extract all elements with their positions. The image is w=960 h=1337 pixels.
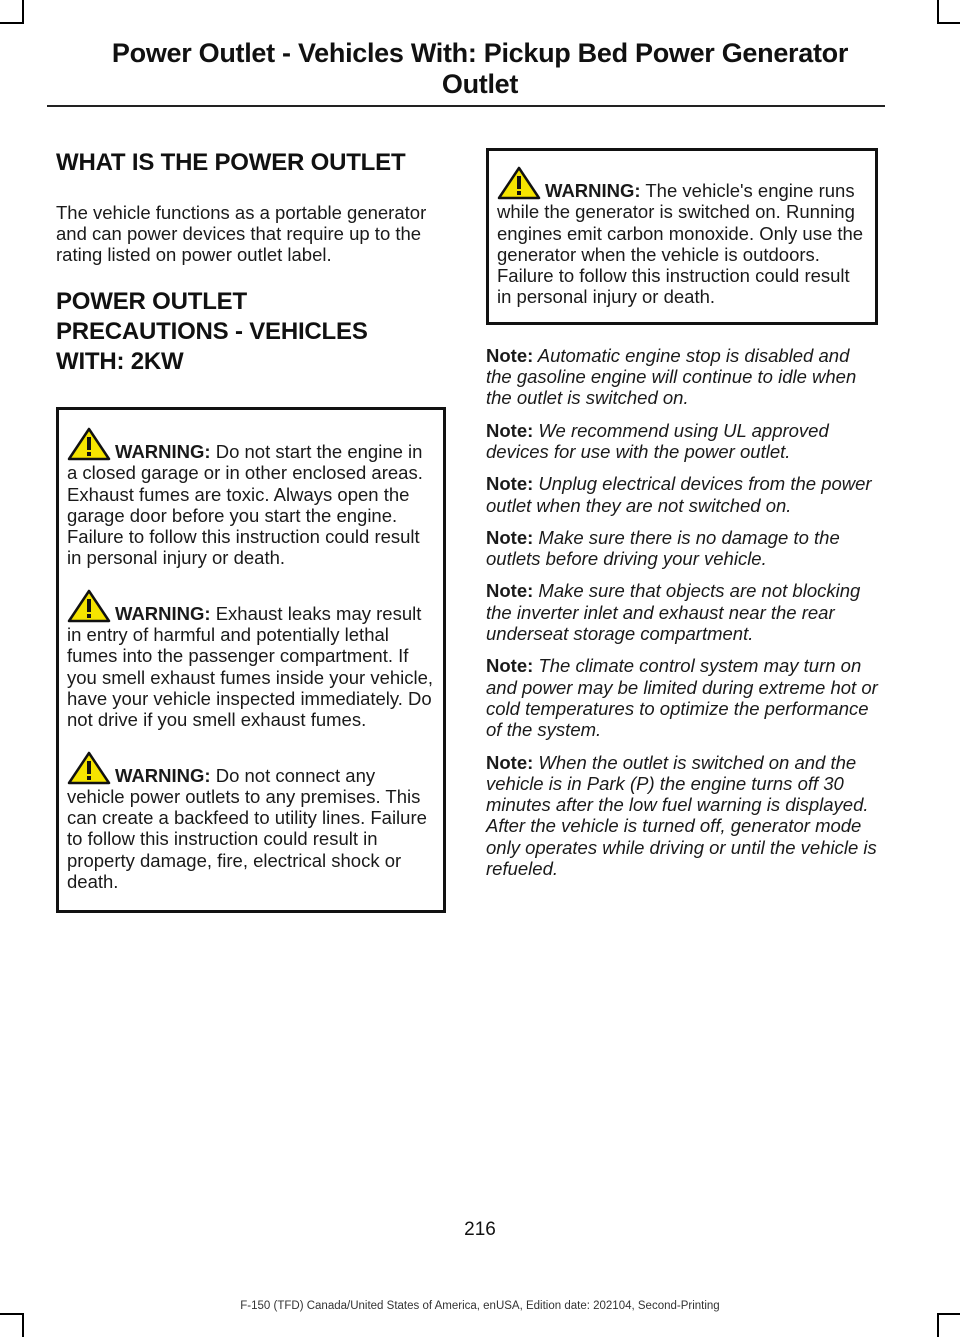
note-label: Note: (486, 655, 534, 677)
note-item (486, 580, 878, 644)
note-text: Automatic engine stop is disabled and the gasoline engine will continue to idle when the outlet is switched on. (486, 344, 857, 409)
warning-box (486, 148, 878, 325)
left-column (56, 148, 446, 913)
page-footer: F-150 (TFD) Canada/United States of America, enUSA, Edition date: 202104, Second-Printing (240, 1300, 720, 1312)
header-title-line2: Outlet (441, 69, 519, 99)
warning-text: Do not connect any vehicle power outlets to any premises. This can create a backfeed to utility lines. Failure to follow this instruction could result in property damage, fire, electrical shock or death. (67, 764, 427, 893)
note-text: Make sure there is no damage to the outlets before driving your vehicle. (486, 526, 840, 570)
note-label: Note: (486, 580, 534, 602)
crop-mark (22, 1313, 24, 1337)
warning-triangle-icon (497, 166, 541, 200)
note-text: When the outlet is switched on and the vehicle is in Park (P) the engine turns off 30 minutes after the low fuel warning is displayed. After the vehicle is turned off, generator mode only operates while driving or until the vehicle is refueled. (486, 751, 877, 880)
note-item (486, 752, 878, 880)
heading-line: PRECAUTIONS - VEHICLES (56, 318, 368, 345)
page-header (40, 38, 920, 100)
warning-triangle-icon (67, 427, 111, 461)
warning-triangle-icon (67, 589, 111, 623)
note-label: Note: (486, 751, 534, 773)
warning-label: WARNING: (115, 441, 211, 462)
note-label: Note: (486, 344, 534, 366)
warning-text: Do not start the engine in a closed garage or in other enclosed areas. Exhaust fumes are toxic. Always open the garage door before you start the engine. Failure to follow this instruction could result in personal injury or death. (67, 441, 423, 569)
note-label: Note: (486, 526, 534, 548)
heading-line: POWER OUTLET (56, 288, 247, 315)
crop-mark (937, 22, 960, 24)
note-label: Note: (486, 419, 534, 441)
warning-item (67, 589, 437, 731)
warning-label: WARNING: (115, 764, 211, 786)
section-heading-precautions (56, 287, 446, 377)
crop-mark (937, 1313, 939, 1337)
warning-label: WARNING: (545, 180, 641, 201)
header-title-line1: Power Outlet - Vehicles With: Pickup Bed Power Generator (111, 38, 849, 68)
warning-item (67, 751, 437, 893)
warning-triangle-icon (67, 751, 111, 785)
section-heading-what-is: WHAT IS THE POWER OUTLET (56, 149, 406, 176)
warning-text: Exhaust leaks may result in entry of harmful and potentially lethal fumes into the passenger compartment. If you smell exhaust fumes inside your vehicle, have your vehicle inspected immediately. Do not drive if you smell exhaust fumes. (67, 602, 434, 731)
warning-item (67, 427, 437, 569)
note-text: The climate control system may turn on and power may be limited during extreme hot or cold temperatures to optimize the performance of the system. (486, 655, 878, 741)
crop-mark (0, 1313, 23, 1315)
intro-paragraph: The vehicle functions as a portable generator and can power devices that require up to the rating listed on power outlet label. (56, 202, 427, 265)
crop-mark (937, 0, 939, 24)
note-text: Unplug electrical devices from the power outlet when they are not switched on. (486, 473, 872, 516)
heading-line: WITH: 2KW (56, 348, 184, 375)
crop-mark (0, 22, 23, 24)
warning-text: The vehicle's engine runs while the generator is switched on. Running engines emit carbon monoxide. Only use the generator when the vehicle is outdoors. Failure to follow this instruction could result in personal injury or death. (497, 180, 864, 308)
page-number: 216 (464, 1219, 496, 1240)
warning-item (497, 166, 869, 308)
note-text: Make sure that objects are not blocking the inverter inlet and exhaust near the rear underseat storage compartment. (486, 580, 861, 645)
note-item (486, 345, 878, 409)
note-item (486, 655, 878, 740)
crop-mark (22, 0, 24, 24)
crop-mark (937, 1313, 960, 1315)
note-text: We recommend using UL approved devices for use with the power outlet. (486, 419, 829, 462)
note-label: Note: (486, 473, 534, 495)
right-column (486, 148, 878, 890)
warning-box (56, 407, 446, 913)
note-item (486, 473, 878, 516)
note-item (486, 527, 878, 570)
note-item (486, 420, 878, 463)
warning-label: WARNING: (115, 602, 211, 624)
header-divider (47, 105, 885, 107)
